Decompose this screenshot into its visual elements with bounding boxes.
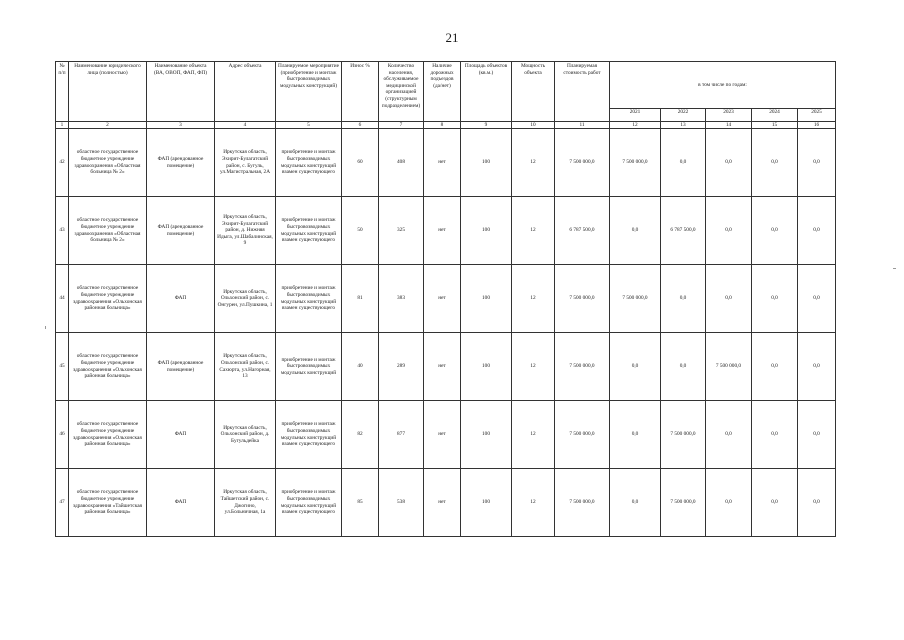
area-cell: 100 (461, 401, 512, 469)
object-name-cell: ФАП (147, 401, 215, 469)
cost-cell: 7 500 000,0 (555, 401, 610, 469)
area-cell: 100 (461, 333, 512, 401)
scan-mark (893, 268, 896, 269)
table-row (56, 129, 836, 197)
year-value-cell: 7 500 000,0 (661, 401, 706, 469)
scan-mark (45, 326, 46, 329)
row-number: 45 (56, 333, 69, 401)
address-cell: Иркутская область, Эхирит-Булагатский район, д. Нижняя Идыга, ул.Шабалинская, 9 (215, 197, 276, 265)
column-number: 15 (752, 122, 798, 129)
roads-cell: нет (424, 265, 461, 333)
year-value-cell: 0,0 (752, 265, 798, 333)
cost-cell: 7 500 000,0 (555, 129, 610, 197)
roads-cell: нет (424, 129, 461, 197)
area-cell: 100 (461, 129, 512, 197)
year-value-cell: 0,0 (752, 197, 798, 265)
measure-cell: приобретение и монтаж быстровозводимых модульных конструкций взамен существующего (276, 265, 342, 333)
column-number: 7 (379, 122, 424, 129)
header-no: № п/п (56, 62, 69, 122)
cost-cell: 7 500 000,0 (555, 469, 610, 537)
year-value-cell: 7 500 000,0 (706, 333, 752, 401)
capacity-cell: 12 (512, 401, 555, 469)
table-row (56, 197, 836, 265)
row-number: 47 (56, 469, 69, 537)
legal-name-cell: областное государственное бюджетное учреждение здравоохранения «Ольхонская районная больница» (69, 265, 147, 333)
year-value-cell: 0,0 (798, 401, 836, 469)
measure-cell: приобретение и монтаж быстровозводимых модульных конструкций взамен существующего (276, 469, 342, 537)
header-capacity: Мощность объекта (512, 62, 555, 122)
year-value-cell: 0,0 (706, 469, 752, 537)
column-number: 5 (276, 122, 342, 129)
legal-name-cell: областное государственное бюджетное учреждение здравоохранения «Областная больница № 2» (69, 197, 147, 265)
header-area: Площадь объектов (кв.м.) (461, 62, 512, 122)
legal-name-cell: областное государственное бюджетное учреждение здравоохранения «Ольхонская районная больница» (69, 333, 147, 401)
roads-cell: нет (424, 333, 461, 401)
roads-cell: нет (424, 469, 461, 537)
object-name-cell: ФАП (147, 265, 215, 333)
column-number: 12 (610, 122, 661, 129)
year-value-cell: 7 500 000,0 (610, 129, 661, 197)
year-value-cell: 0,0 (706, 401, 752, 469)
population-cell: 877 (379, 401, 424, 469)
cost-cell: 7 500 000,0 (555, 333, 610, 401)
column-number: 10 (512, 122, 555, 129)
legal-name-cell: областное государственное бюджетное учреждение здравоохранения «Тайшетская районная больница» (69, 469, 147, 537)
population-cell: 289 (379, 333, 424, 401)
object-name-cell: ФАП (арендованное помещение) (147, 197, 215, 265)
area-cell: 100 (461, 197, 512, 265)
roads-cell: нет (424, 401, 461, 469)
row-number: 46 (56, 401, 69, 469)
measure-cell: приобретение и монтаж быстровозводимых модульных конструкций взамен существующего (276, 129, 342, 197)
address-cell: Иркутская область, Ольхонский район, с. Сахюрта, ул.Нагорная, 13 (215, 333, 276, 401)
year-value-cell: 0,0 (752, 401, 798, 469)
cost-cell: 6 787 500,0 (555, 197, 610, 265)
capacity-cell: 12 (512, 129, 555, 197)
capacity-cell: 12 (512, 469, 555, 537)
year-value-cell: 0,0 (610, 333, 661, 401)
wear-cell: 82 (342, 401, 379, 469)
column-number: 1 (56, 122, 69, 129)
measure-cell: приобретение и монтаж быстровозводимых модульных конструкций взамен существующего (276, 401, 342, 469)
year-value-cell: 0,0 (752, 129, 798, 197)
year-value-cell: 0,0 (706, 265, 752, 333)
legal-name-cell: областное государственное бюджетное учреждение здравоохранения «Ольхонская районная больница» (69, 401, 147, 469)
year-value-cell: 0,0 (706, 197, 752, 265)
capacity-cell: 12 (512, 265, 555, 333)
header-roads: Наличие дорожных подъездов (да/нет) (424, 62, 461, 122)
header-wear: Износ % (342, 62, 379, 122)
header-by-years: в том числе по годам: (610, 62, 836, 109)
facilities-table (55, 61, 836, 537)
address-cell: Иркутская область, Тайшетский район, с. Джогино, ул.Больничная, 1а (215, 469, 276, 537)
measure-cell: приобретение и монтаж быстровозводимых модульных конструкций взамен существующего (276, 197, 342, 265)
legal-name-cell: областное государственное бюджетное учреждение здравоохранения «Областная больница № 2» (69, 129, 147, 197)
year-value-cell: 0,0 (798, 333, 836, 401)
object-name-cell: ФАП (арендованное помещение) (147, 333, 215, 401)
header-measure: Планируемое мероприятие (приобретение и монтаж быстровозводимых модульных конструкций) (276, 62, 342, 122)
address-cell: Иркутская область, Ольхонский район, д. Бугульдейка (215, 401, 276, 469)
year-value-cell: 6 787 500,0 (661, 197, 706, 265)
column-number: 6 (342, 122, 379, 129)
header-year: 2021 (610, 109, 661, 122)
column-number: 2 (69, 122, 147, 129)
header-row (56, 62, 836, 109)
year-value-cell: 7 500 000,0 (610, 265, 661, 333)
row-number: 44 (56, 265, 69, 333)
population-cell: 538 (379, 469, 424, 537)
header-cost: Планируемая стоимость работ (555, 62, 610, 122)
year-value-cell: 0,0 (752, 469, 798, 537)
header-year: 2023 (706, 109, 752, 122)
wear-cell: 60 (342, 129, 379, 197)
year-value-cell: 0,0 (610, 401, 661, 469)
wear-cell: 40 (342, 333, 379, 401)
year-value-cell: 7 500 000,0 (661, 469, 706, 537)
header-year: 2022 (661, 109, 706, 122)
table-row (56, 265, 836, 333)
column-number: 3 (147, 122, 215, 129)
population-cell: 325 (379, 197, 424, 265)
header-address: Адрес объекта (215, 62, 276, 122)
address-cell: Иркутская область, Ольхонский район, с. Онгурен, ул.Пушкина, 1 (215, 265, 276, 333)
roads-cell: нет (424, 197, 461, 265)
column-number: 4 (215, 122, 276, 129)
page-number: 21 (445, 30, 459, 45)
measure-cell: приобретение и монтаж быстровозводимых модульных конструкций (276, 333, 342, 401)
column-number: 14 (706, 122, 752, 129)
capacity-cell: 12 (512, 197, 555, 265)
year-value-cell: 0,0 (798, 469, 836, 537)
header-population: Количество населения, обслуживаемое медицинской организацией (структурным подразделением) (379, 62, 424, 122)
object-name-cell: ФАП (147, 469, 215, 537)
year-value-cell: 0,0 (610, 197, 661, 265)
column-numbers-row (56, 122, 836, 129)
table-row (56, 469, 836, 537)
population-cell: 383 (379, 265, 424, 333)
area-cell: 100 (461, 469, 512, 537)
year-value-cell: 0,0 (752, 333, 798, 401)
area-cell: 100 (461, 265, 512, 333)
capacity-cell: 12 (512, 333, 555, 401)
column-number: 11 (555, 122, 610, 129)
row-number: 42 (56, 129, 69, 197)
table-row (56, 333, 836, 401)
year-value-cell: 0,0 (798, 197, 836, 265)
header-object-name: Наименование объекта (ВА, ОВОП, ФАП, ФП) (147, 62, 215, 122)
row-number: 43 (56, 197, 69, 265)
object-name-cell: ФАП (арендованное помещение) (147, 129, 215, 197)
wear-cell: 50 (342, 197, 379, 265)
column-number: 8 (424, 122, 461, 129)
table-row (56, 401, 836, 469)
year-value-cell: 0,0 (798, 129, 836, 197)
year-value-cell: 0,0 (798, 265, 836, 333)
wear-cell: 85 (342, 469, 379, 537)
population-cell: 408 (379, 129, 424, 197)
year-value-cell: 0,0 (661, 265, 706, 333)
column-number: 13 (661, 122, 706, 129)
header-year: 2024 (752, 109, 798, 122)
year-value-cell: 0,0 (661, 333, 706, 401)
column-number: 9 (461, 122, 512, 129)
year-value-cell: 0,0 (706, 129, 752, 197)
wear-cell: 81 (342, 265, 379, 333)
header-legal-name: Наименование юридического лица (полностью) (69, 62, 147, 122)
column-number: 16 (798, 122, 836, 129)
year-value-cell: 0,0 (610, 469, 661, 537)
cost-cell: 7 500 000,0 (555, 265, 610, 333)
year-value-cell: 0,0 (661, 129, 706, 197)
header-year: 2025 (798, 109, 836, 122)
address-cell: Иркутская область, Эхирит-Булагатский район, с. Бугуль, ул.Магистральная, 2А (215, 129, 276, 197)
